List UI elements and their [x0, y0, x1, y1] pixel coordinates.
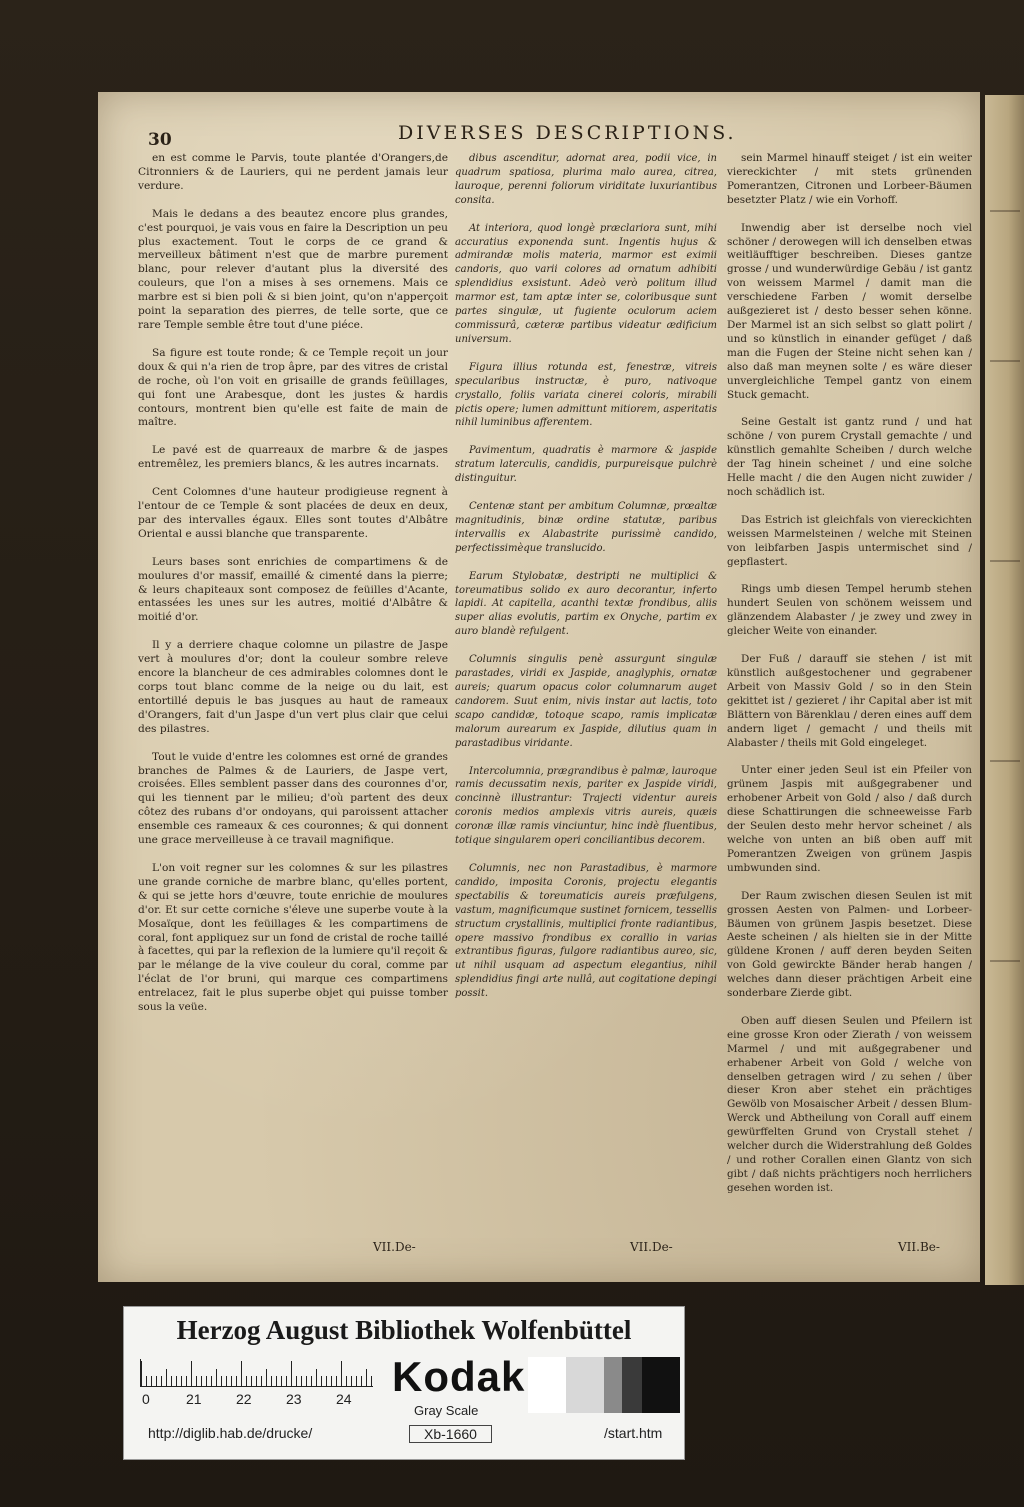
ruler-tick: [191, 1361, 192, 1387]
ruler-tick: [366, 1369, 367, 1387]
ruler-tick: [286, 1376, 287, 1387]
catchword-french: VII.De-: [373, 1240, 416, 1254]
ruler-tick: [266, 1369, 267, 1387]
ruler-tick: [156, 1376, 157, 1387]
german-column: [727, 152, 972, 1210]
german-paragraph: Rings umb diesen Tempel herumb stehen hundert Seulen von schönem weissem und glänzendem Alabaster / je zwey und zwey in gleicher Weite von einander.: [727, 583, 972, 638]
gray-patch: [528, 1357, 566, 1413]
german-paragraph: Unter einer jeden Seul ist ein Pfeiler von grünem Jaspis mit außgegrabener und erhobener Arbeit von Gold / also / daß durch diese Schattirungen die schneeweisse Farb der Seulen desto mehr hervor scheinet / als welche von unten an biß oben auff mit Pomerantzen Zweigen von grünem Jaspis umbwunden sind.: [727, 764, 972, 874]
library-title: Herzog August Bibliothek Wolfenbüttel: [176, 1315, 632, 1345]
ruler-tick: [371, 1376, 372, 1387]
ruler-tick: [181, 1376, 182, 1387]
ruler-tick: [221, 1376, 222, 1387]
ruler-tick: [256, 1376, 257, 1387]
ruler-tick: [296, 1376, 297, 1387]
ruler-tick: [246, 1376, 247, 1387]
latin-paragraph: At interiora, quod longè præclariora sunt, mihi accuratius exponenda sunt. Ingentis hujus & admirandæ molis materia, marmor est eximii candoris, quo varii colores ad ornatum adhibiti splendidius exsistunt. Adeò verò politum illud marmor est, tam aptæ inter se, coloribusque sunt partes singulæ, ut fugiente oculorum aciem commissurâ, cæteræ partibus videatur ædificium universum.: [455, 222, 717, 345]
catchword-german: VII.Be-: [898, 1240, 940, 1254]
ruler-tick: [276, 1376, 277, 1387]
edge-text-line: [990, 960, 1020, 962]
ruler-tick: [236, 1376, 237, 1387]
german-paragraph: Der Raum zwischen diesen Seulen ist mit grossen Aesten von Palmen- und Lorbeer-Bäumen von grünem Jaspis besetzet. Diese Aeste scheinen / als hielten sie in der Mitte güldene Kronen / auff deren beyden Seiten von Gold gewirckte Bänder herab hangen / welches dann dieser prächtigen Arbeit eine sonderbare Zierde gibt.: [727, 889, 972, 1000]
ruler-tick: [146, 1376, 147, 1387]
gray-patch: [566, 1357, 604, 1413]
kodak-logo: Kodak: [392, 1353, 526, 1400]
ruler-tick: [226, 1376, 227, 1387]
ruler-tick: [161, 1376, 162, 1387]
kodak-color-bar: [123, 1306, 685, 1460]
ruler-tick: [301, 1376, 302, 1387]
ruler-tick: [196, 1376, 197, 1387]
latin-paragraph: Figura illius rotunda est, fenestræ, vitreis specularibus instructæ, è puro, nativoque crystallo, foliis variata cinerei coloris, mirabili pictis opere; lumen admittunt mitiorem, asperitatis nihil luminibus afferentem.: [455, 361, 717, 429]
german-paragraph: Oben auff diesen Seulen und Pfeilern ist eine grosse Kron oder Zierath / von weissem Marmel / und mit außgegrabener und erhabener Arbeit von Gold / welche von denselben getragen wird / zu sehen / über dieser Kron aber stehet ein prächtiges Gewölb von Mosaischer Arbeit / dessen Blum-Werck und Abtheilung von Corall auff einem gewürffelten Grund von Crystall stehet / welcher durch die Widerstrahlung deß Goldes / und rother Corallen einen Glantz von sich gibt / daß nichts prächtigers noch herrlichers gesehen worden ist.: [727, 1014, 972, 1194]
ruler-tick: [311, 1376, 312, 1387]
latin-paragraph: Columnis singulis penè assurgunt singulæ parastades, viridi ex Jaspide, anaglyphis, ornatæ aureis; quarum opacus color columnarum auget candorem. Suut enim, nivis instar aut lactis, toto scapo candidæ, totoque scapo, ramis implicatæ malorum aurearum ex Jaspide, dilutius quam in parastadibus viridante.: [455, 654, 717, 749]
edge-text-line: [990, 360, 1020, 362]
ruler-tick: [361, 1376, 362, 1387]
french-paragraph: Sa figure est toute ronde; & ce Temple reçoit un jour doux & qui n'a rien de trop âpre, par des vitres de cristal de roche, où l'on voit en grisaille de grands feüillages, qui font une Arabesque, dont les justes & hardis contours, montrent bien qu'elle est faite de main de maître.: [138, 346, 448, 429]
french-paragraph: Il y a derriere chaque colomne un pilastre de Jaspe vert à moulures d'or; dont la couleur sombre releve encore la blancheur de ces admirables colomnes dont le corps tout blanc comme de la neige ou du lait, est entortillé depuis le bas jusques au haut de rameaux d'Orangers, fait d'un Jaspe d'un vert plus clair que celui des pilastres.: [138, 639, 448, 735]
ruler-label: 23: [286, 1391, 302, 1407]
german-paragraph: Inwendig aber ist derselbe noch viel schöner / derowegen will ich denselben etwas weitläufftiger beschreiben. Dieses gantze grosse / und wunderwürdige Gebäu / ist gantz von weissem Marmel / damit man die verschiedene Farben / womit derselbe außgezieret ist / desto besser sehen könne. Der Marmel ist an sich selbst so glatt polirt / und so künstlich in einander gefüget / daß man die Fugen der Steine nicht sehen kan / also daß man meynen solte / es wäre dieser unvergleichliche Tempel gantz von einem Stuck gemacht.: [727, 221, 972, 401]
ruler-tick: [336, 1376, 337, 1387]
edge-text-line: [990, 560, 1020, 562]
french-paragraph: L'on voit regner sur les colomnes & sur les pilastres une grande corniche de marbre blanc, qu'elles portent, & qui se jette hors d'œuvre, toute enrichie de moulures d'or. Et sur cette corniche s'éleve une superbe voute à la Mosaïque, dont les feüillages & les compartimens de coral, font appliquez sur un fond de cristal de roche taillé à facettes, qui par la reflexion de la lumiere qu'il reçoit & par le mélange de la vive couleur du coral, comme par l'éclat de l'or bruni, qui marque ces compartimens entrelacez, fait le plus superbe objet qui puisse tomber sous la veüe.: [138, 861, 448, 1014]
latin-paragraph: Pavimentum, quadratis è marmore & jaspide stratum laterculis, candidis, purpureisque pulchrè distinguitur.: [455, 445, 717, 485]
french-paragraph: Mais le dedans a des beautez encore plus grandes, c'est pourquoi, je vais vous en faire la Description un peu plus exactement. Tout le corps de ce grand & merveilleux bâtiment n'est que de marbre purement blanc, pour relever d'autant plus la diversité des couleurs, que l'on a mises à ses ornemens. Mais ce marbre est si bien poli & si bien joint, qu'on n'apperçoit point la separation des pierres, de telle sorte, que ce rare Temple semble être tout d'une piéce.: [138, 207, 448, 331]
german-paragraph: Das Estrich ist gleichfals von viereckichten weissen Marmelsteinen / welche mit Steinen von leibfarben Jaspis untermischet sind / gepflastert.: [727, 513, 972, 568]
german-paragraph: sein Marmel hinauff steiget / ist ein weiter viereckichter / mit stets grünenden Pomerantzen, Citronen und Lorbeer-Bäumen besetzter Platz / wie ein Vorhoff.: [727, 152, 972, 206]
ruler-tick: [331, 1376, 332, 1387]
french-paragraph: Tout le vuide d'entre les colomnes est orné de grandes branches de Palmes & de Lauriers, de Jaspe vert, croisées. Elles semblent passer dans des couronnes d'or, qui les tiennent par le milieu; d'où partent des deux côtez des rubans d'or ondoyans, qui paroissent attacher ensemble ces rameaux & ces couronnes; & qui donnent une grace merveilleuse à ce travail magnifique.: [138, 750, 448, 847]
url-left: http://diglib.hab.de/drucke/: [148, 1425, 313, 1441]
page-number: 30: [148, 130, 172, 150]
latin-paragraph: Columnis, nec non Parastadibus, è marmore candido, imposita Coronis, projectu elegantis spectabilis & toreumaticis aureis præfulgens, vastum, magnificumque sustinet fornicem, tessellis structum crystallinis, multiplici fronte radiantibus, opere massivo frondibus ex corallio in varias extrantibus figuras, fulgore radiantibus aureo, sic, ut nihil usquam ad aspectum elegantius, nihil splendidius fingi arte nullâ, aut cogitatione depingi possit.: [455, 862, 717, 1000]
ruler-tick: [341, 1361, 342, 1387]
latin-paragraph: dibus ascenditur, adornat area, podii vice, in quadrum spatiosa, plurima malo aurea, citrea, lauroque, perenni foliorum viriditate luxuriantibus consita.: [455, 153, 717, 206]
ruler-tick: [201, 1376, 202, 1387]
ruler-tick: [291, 1361, 292, 1387]
next-page-edge: [985, 95, 1024, 1285]
gray-scale-label: Gray Scale: [414, 1403, 479, 1418]
german-paragraph: Seine Gestalt ist gantz rund / und hat schöne / von purem Crystall gemachte / und künstlich gemahlte Scheiben / durch welche der Tag hinein scheinet / und eine solche Helle macht / die den Augen nicht zuwider / noch schädlich ist.: [727, 416, 972, 498]
french-paragraph: Cent Colomnes d'une hauteur prodigieuse regnent à l'entour de ce Temple & sont placées de deux en deux, par des intervalles égaux. Elles sont toutes d'Albâtre Oriental e aussi blanche que transparente.: [138, 486, 448, 540]
ruler-tick: [211, 1376, 212, 1387]
ruler-tick: [216, 1369, 217, 1387]
ruler-label: 0: [142, 1391, 150, 1407]
ruler-tick: [326, 1376, 327, 1387]
french-paragraph: Le pavé est de quarreaux de marbre & de jaspes entremêlez, les premiers blancs, & les autres incarnats.: [138, 444, 448, 471]
ruler-tick: [151, 1376, 152, 1387]
ruler-tick: [281, 1376, 282, 1387]
latin-column: [455, 152, 717, 1015]
ruler-tick: [231, 1376, 232, 1387]
ruler-tick: [321, 1376, 322, 1387]
french-paragraph: Leurs bases sont enrichies de compartimens & de moulures d'or massif, emaillé & cimenté dans la pierre; & leurs chapiteaux sont composez de feüilles d'Acante, entassées les unes sur les autres, moitié d'Albâtre & moitié d'or.: [138, 555, 448, 624]
ruler-tick: [176, 1376, 177, 1387]
ruler-tick: [316, 1369, 317, 1387]
ruler-tick: [356, 1376, 357, 1387]
latin-paragraph: Intercolumnia, prægrandibus è palmæ, lauroque ramis decussatim nexis, pariter ex Jaspide viridi, concinnè illustrantur: Trajecti videntur aureis coronis medios amplexis vitris aureis, quæis coronæ illæ ramis vinciuntur, hinc indè fluentibus, totique singularem operi conciliantibus decorem.: [455, 765, 717, 847]
ruler-tick: [251, 1376, 252, 1387]
ruler-tick: [206, 1376, 207, 1387]
url-right: /start.htm: [604, 1425, 663, 1441]
ruler-tick: [141, 1361, 142, 1387]
ruler-tick: [351, 1376, 352, 1387]
ruler-tick: [171, 1376, 172, 1387]
edge-text-line: [990, 760, 1020, 762]
ruler-tick: [166, 1369, 167, 1387]
edge-text-line: [990, 210, 1020, 212]
running-head: DIVERSES DESCRIPTIONS.: [398, 122, 737, 144]
shelfmark: Xb-1660: [409, 1425, 492, 1443]
ruler-tick: [241, 1361, 242, 1387]
latin-paragraph: Centenæ stant per ambitum Columnæ, prœaltæ magnitudinis, binæ ordine statutæ, paribus intervallis ex Alabastrite purissimè candido, perfectissimèque translucido.: [455, 501, 717, 554]
gray-patch: [642, 1357, 680, 1413]
ruler-tick: [186, 1376, 187, 1387]
catchword-latin: VII.De-: [630, 1240, 673, 1254]
ruler-label: 24: [336, 1391, 352, 1407]
ruler-tick: [346, 1376, 347, 1387]
latin-paragraph: Earum Stylobatæ, destripti ne multiplici & toreumatibus solido ex auro decorantur, inferto lapidi. At capitella, acanthi textæ frondibus, aliis super alias evolutis, partim ex Onyche, partim ex auro blandè refulgent.: [455, 570, 717, 638]
ruler-tick: [306, 1376, 307, 1387]
ruler-tick: [261, 1376, 262, 1387]
book-page: [98, 92, 980, 1282]
ruler-tick: [271, 1376, 272, 1387]
french-paragraph: en est comme le Parvis, toute plantée d'Orangers,de Citronniers & de Lauriers, qui ne perdent jamais leur verdure.: [138, 152, 448, 192]
ruler-scale: [140, 1359, 373, 1387]
german-paragraph: Der Fuß / darauff sie stehen / ist mit künstlich außgestochener und gegrabener Arbeit von Massiv Gold / so in den Stein gekittet ist / gezieret / ihr Capital aber ist mit Blättern von Bärenklau / deren eines auff dem andern liget / gemacht / und theils mit Alabaster / theils mit Gold eingeleget.: [727, 653, 972, 749]
ruler-label: 22: [236, 1391, 252, 1407]
french-column: [138, 152, 448, 1029]
ruler-label: 21: [186, 1391, 202, 1407]
